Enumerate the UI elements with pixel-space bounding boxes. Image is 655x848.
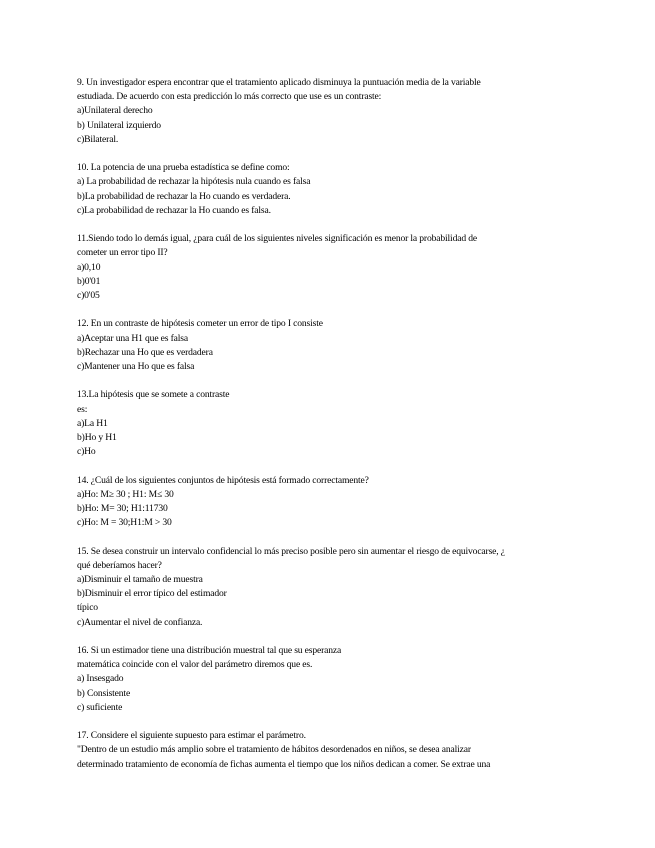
question-text-line: estudiada. De acuerdo con esta predicción lo más correcto que use es un contraste: [77, 91, 382, 103]
answer-option: a)Aceptar una H1 que es falsa [77, 332, 188, 344]
question-text-line: determinado tratamiento de economía de fichas aumenta el tiempo que los niños dedican a comer. Se extrae una [77, 758, 491, 770]
question-text-line: 16. Si un estimador tiene una distribución muestral tal que su esperanza [77, 645, 342, 657]
question-text-line: 14. ¿Cuál de los siguientes conjuntos de hipótesis está formado correctamente? [77, 474, 369, 486]
answer-option: a) Insesgado [77, 673, 124, 685]
answer-option: c)Mantener una Ho que es falsa [77, 361, 195, 373]
question-text-line: qué deberíamos hacer? [77, 559, 162, 571]
answer-option: c)Bilateral. [77, 133, 119, 145]
question-10 [77, 161, 587, 218]
question-9 [77, 76, 587, 147]
answer-option: b)Ho y H1 [77, 432, 117, 444]
answer-option: b)Ho: M= 30; H1:11730 [77, 503, 168, 515]
answer-option: a)Ho: M≥ 30 ; H1: M≤ 30 [77, 488, 174, 500]
answer-option: típico [77, 602, 98, 614]
question-text-line: 12. En un contraste de hipótesis cometer un error de tipo I consiste [77, 318, 323, 330]
answer-option: c)La probabilidad de rechazar la Ho cuando es falsa. [77, 204, 271, 216]
question-text-line: es: [77, 403, 88, 415]
answer-option: b)0'01 [77, 275, 101, 287]
question-12 [77, 317, 587, 374]
answer-option: a)Disminuir el tamaño de muestra [77, 574, 203, 586]
question-text-line: 17. Considere el siguiente supuesto para estimar el parámetro. [77, 730, 306, 742]
question-11 [77, 232, 587, 303]
answer-option: a)Unilateral derecho [77, 105, 153, 117]
answer-option: c)Ho: M = 30;H1:M > 30 [77, 517, 172, 529]
question-14 [77, 474, 587, 531]
question-text-line: cometer un error tipo II? [77, 247, 168, 259]
answer-option: b)Rechazar una Ho que es verdadera [77, 346, 213, 358]
question-text-line: 10. La potencia de una prueba estadística se define como: [77, 162, 290, 174]
answer-option: c) suficiente [77, 701, 123, 713]
answer-option: a) La probabilidad de rechazar la hipótesis nula cuando es falsa [77, 176, 311, 188]
answer-option: a)0,10 [77, 261, 101, 273]
question-13 [77, 388, 587, 459]
question-16 [77, 644, 587, 715]
question-text-line: 13.La hipótesis que se somete a contraste [77, 389, 230, 401]
answer-option: b) Unilateral izquierdo [77, 119, 161, 131]
answer-option: b) Consistente [77, 687, 131, 699]
answer-option: c)Aumentar el nivel de confianza. [77, 616, 203, 628]
answer-option: b)Disminuir el error típico del estimador [77, 588, 227, 600]
question-text-line: 11.Siendo todo lo demás igual, ¿para cuál de los siguientes niveles significación es menor la probabilidad de [77, 233, 477, 245]
answer-option: a)La H1 [77, 417, 108, 429]
answer-option: c)Ho [77, 446, 96, 458]
question-text-line: matemática coincide con el valor del parámetro diremos que es. [77, 659, 313, 671]
question-17 [77, 729, 587, 772]
question-text-line: 9. Un investigador espera encontrar que el tratamiento aplicado disminuya la puntuación media de la variable [77, 77, 481, 88]
question-text-line: "Dentro de un estudio más amplio sobre el tratamiento de hábitos desordenados en niños, se desea analizar [77, 744, 471, 756]
question-text-line: 15. Se desea construir un intervalo confidencial lo más preciso posible pero sin aumentar el riesgo de equivocarse, ¿ [77, 545, 505, 557]
question-15 [77, 545, 587, 630]
answer-option: c)0'05 [77, 290, 100, 302]
answer-option: b)La probabilidad de rechazar la Ho cuando es verdadera. [77, 190, 291, 202]
question-list [77, 76, 587, 786]
